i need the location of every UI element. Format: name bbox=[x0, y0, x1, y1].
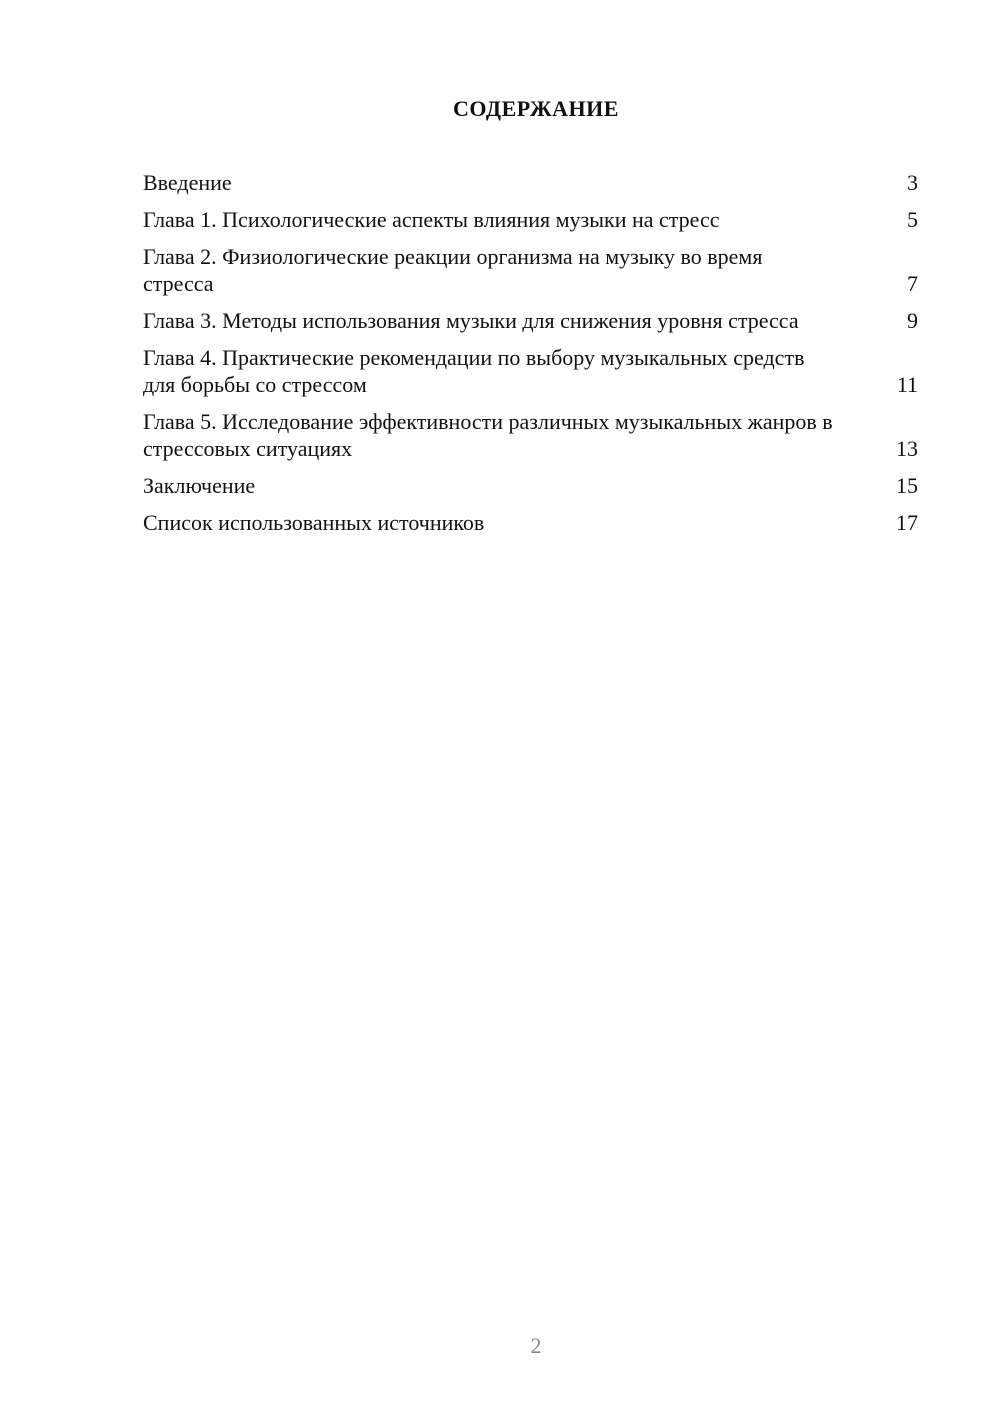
toc-entry-text: Глава 3. Методы использования музыки для снижения уровня стресса bbox=[143, 308, 799, 333]
toc-entry-chapter-3 bbox=[143, 307, 918, 334]
toc-entry-page: 5 bbox=[907, 207, 918, 232]
toc-entry-text: Список использованных источников bbox=[143, 510, 485, 535]
toc-entry-text: Введение bbox=[143, 170, 232, 195]
toc-entry-page: 3 bbox=[907, 170, 918, 195]
toc-entry-page: 17 bbox=[896, 510, 918, 535]
toc-entry-page: 9 bbox=[907, 308, 918, 333]
toc-entry-text: Глава 4. Практические рекомендации по выбору музыкальных средств для борьбы со стрессом bbox=[143, 345, 805, 397]
toc-entry-page: 7 bbox=[907, 271, 918, 296]
toc-entry-conclusion bbox=[143, 472, 918, 499]
toc-entry-chapter-2 bbox=[143, 243, 918, 297]
page-number: 2 bbox=[530, 1333, 542, 1358]
toc-entry-chapter-1 bbox=[143, 206, 918, 233]
toc-entry-page: 15 bbox=[896, 473, 918, 498]
toc-entry-page: 13 bbox=[896, 436, 918, 461]
toc-entry-text: Глава 1. Психологические аспекты влияния музыки на стресс bbox=[143, 207, 720, 232]
toc-entry-text: Глава 5. Исследование эффективности различных музыкальных жанров в стрессовых ситуациях bbox=[143, 409, 833, 461]
table-of-contents bbox=[143, 169, 918, 546]
toc-entry-text: Глава 2. Физиологические реакции организма на музыку во время стресса bbox=[143, 244, 763, 296]
page-title: СОДЕРЖАНИЕ bbox=[453, 96, 619, 121]
toc-entry-text: Заключение bbox=[143, 473, 256, 498]
toc-entry-chapter-5 bbox=[143, 408, 918, 462]
toc-entry-introduction bbox=[143, 169, 918, 196]
toc-entry-page: 11 bbox=[896, 372, 918, 397]
toc-entry-references bbox=[143, 509, 918, 536]
toc-entry-chapter-4 bbox=[143, 344, 918, 398]
